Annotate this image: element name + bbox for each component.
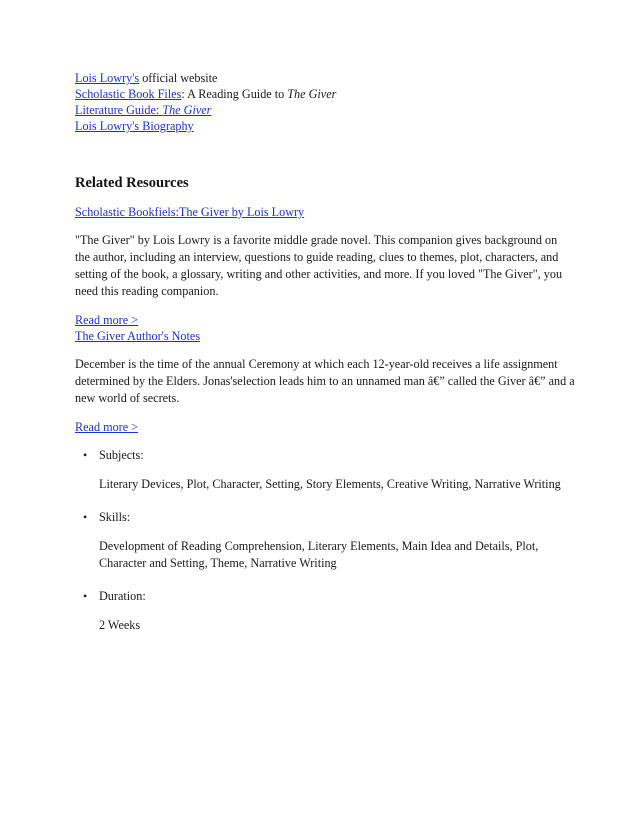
subjects-label: Subjects: [99,448,144,462]
list-item-duration [75,588,575,634]
bullet-icon: • [83,589,88,603]
lois-lowry-link[interactable]: Lois Lowry's [75,71,140,85]
author-notes-link[interactable]: The Giver Author's Notes [75,329,201,343]
biography-line [75,118,575,134]
the-giver-title: The Giver [287,87,337,101]
official-website-line [75,70,575,86]
skills-label: Skills: [99,510,131,524]
duration-value: 2 Weeks [99,618,141,632]
resource-1 [75,204,575,220]
bullet-icon: • [83,510,88,524]
literature-guide-line [75,102,575,118]
official-website-text: official website [139,71,218,85]
resource-1-description: "The Giver" by Lois Lowry is a favorite middle grade novel. This companion gives background on the author, including an interview, questions to guide reading, clues to themes, plot, characters, and setting of the book, a glossary, writing and other activities, and more. If you loved "The Giver", you need this reading companion. [75,233,563,298]
skills-value: Development of Reading Comprehension, Literary Elements, Main Idea and Details, Plot, Character and Setting, Theme, Narrative Writing [99,539,539,570]
subjects-value: Literary Devices, Plot, Character, Setting, Story Elements, Creative Writing, Narrative Writing [99,477,561,491]
literature-guide-label: Literature Guide: [75,103,163,117]
lois-lowry-biography-link[interactable]: Lois Lowry's Biography [75,119,194,133]
list-item-skills [75,509,575,572]
document-page [75,70,575,650]
literature-guide-title: The Giver [162,103,212,117]
details-list [75,447,575,634]
bullet-icon: • [83,448,88,462]
scholastic-book-files-link[interactable]: Scholastic Book Files [75,87,182,101]
bookfiles-giver-link[interactable]: Scholastic Bookfiels:The Giver by Lois Lowry [75,205,305,219]
read-more-link-2[interactable]: Read more > [75,420,139,434]
top-links [75,70,575,134]
resource-2 [75,328,575,344]
book-files-line [75,86,575,102]
duration-label: Duration: [99,589,146,603]
resource-2-description: December is the time of the annual Ceremony at which each 12-year-old receives a life assignment determined by the Elders. Jonas'selection leads him to an unnamed man â€” called the Giver â€” and a new world of secrets. [75,357,575,405]
list-item-subjects [75,447,575,493]
reading-guide-text: : A Reading Guide to [181,87,288,101]
related-resources-heading: Related Resources [75,175,189,191]
resource-2-read-more-line [75,419,575,435]
literature-guide-link[interactable] [75,103,211,117]
resource-1-read-more-line [75,312,575,328]
read-more-link-1[interactable]: Read more > [75,313,139,327]
